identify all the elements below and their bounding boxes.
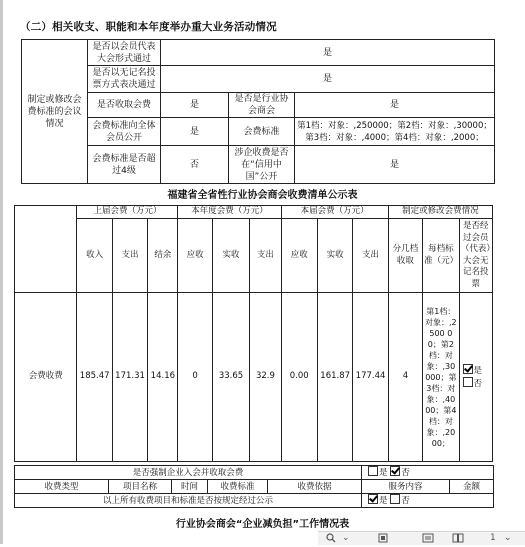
checkbox-unchecked-icon[interactable] [368,466,378,476]
a-over4: 否 [161,146,229,184]
col-received-2: 实收 [317,219,352,293]
next-section-title: 行业协会商会“企业减负担”工作情况表 [175,519,350,530]
checkbox-checked-icon[interactable] [368,494,378,504]
col-fee-standard: 收费标准 [208,480,268,494]
meeting-group-label: 制定或修改会费标准的会议情况 [22,40,88,184]
forced-no-option[interactable] [390,468,410,478]
q-credit: 涉企收费是否在“信用中国”公开 [229,146,295,184]
col-time: 时间 [172,480,208,494]
q-forced: 是否强制企业入会并收取会费 [15,466,362,480]
q-over4: 会费标准是否超过4级 [88,146,161,184]
year-header: 本年度会费（万元） [178,206,281,219]
chevron-down-icon[interactable]: ⌄ [504,533,512,543]
meeting-info-table [21,39,495,184]
col-balance: 结余 [148,219,178,293]
vote-checkboxes [459,293,492,462]
col-income: 收入 [77,219,112,293]
col-receivable: 应收 [178,219,212,293]
compliant-yes-option[interactable] [368,496,388,506]
col-service: 服务内容 [362,480,450,494]
v-year-received: 33.65 [212,293,249,462]
v-year-receivable: 0 [178,293,212,462]
a-anonymous: 是 [161,66,495,93]
checkbox-checked-icon[interactable] [463,364,473,374]
section-title: （二）相关收支、职能和本年度举办重大业务活动情况 [20,21,277,33]
page-indicator: 1 [490,533,496,543]
change-header: 制定或修改会费情况 [388,206,492,219]
prev-header: 上届会费（万元） [77,206,178,219]
a-credit: 是 [295,146,495,184]
curr-header: 本届会费（万元） [281,206,388,219]
v-tier-standard: 第1档：对象：,2500 00；第2档：对象：,30000；第3档：对象：,4000；第4档：对象：,2000； [423,293,459,462]
a-congress: 是 [161,40,495,66]
two-page-icon[interactable] [452,533,464,544]
compliant-options [362,494,494,508]
viewer-toolbar [318,531,525,545]
row-label-fee: 会费收费 [15,293,77,462]
col-amount: 金额 [450,480,494,494]
zoom-menu-icon[interactable]: ⌄ [342,533,350,543]
checkbox-unchecked-icon[interactable] [463,377,473,387]
col-received: 实收 [212,219,249,293]
a-industry: 是 [295,93,495,118]
fee-table-corner [15,206,77,293]
col-expense-3: 支出 [353,219,388,293]
a-public: 是 [161,118,229,146]
fee-table-title: 福建省全省性行业协会商会收费清单公示表 [167,190,358,201]
col-passed-vote: 是否经过会员（代表）大会无记名投票 [459,219,492,293]
fee-items-table [14,465,494,508]
v-curr-receivable: 0.00 [281,293,317,462]
v-prev-balance: 14.16 [148,293,178,462]
checkbox-unchecked-icon[interactable] [390,494,400,504]
forced-options [362,466,494,480]
col-item-name: 项目名称 [109,480,172,494]
q-industry: 是否是行业协会商会 [229,93,295,118]
v-tiers: 4 [388,293,422,462]
col-expense-2: 支出 [250,219,281,293]
q-anonymous: 是否以无记名投票方式表决通过 [88,66,161,93]
fee-list-table [14,205,493,462]
q-standard: 会费标准 [229,118,295,146]
q-compliant: 以上所有收费项目和标准是否按规定经过公示 [15,494,362,508]
vote-no-option[interactable] [463,377,491,391]
col-tier-standard: 每档标准（元） [423,219,459,293]
search-icon[interactable] [326,533,336,544]
compliant-no-option[interactable] [390,496,410,506]
a-standard: 第1档：对象：,250000；第2档：对象：,30000；第3档：对象：,4000；第4档：对象：,2000； [295,118,495,146]
col-expense: 支出 [112,219,147,293]
vote-no-label: 否 [473,379,483,389]
v-curr-expense: 177.44 [353,293,388,462]
q-congress: 是否以会员代表大会形式通过 [88,40,161,66]
page-view-icon[interactable] [422,533,434,544]
forced-no-label: 否 [401,468,410,478]
col-fee-basis: 收费依据 [268,480,362,494]
v-prev-expense: 171.31 [112,293,147,462]
compliant-no-label: 否 [401,496,410,506]
v-year-expense: 32.9 [250,293,281,462]
vote-yes-option[interactable] [463,364,491,378]
q-collect-fee: 是否收取会费 [88,93,161,118]
v-curr-received: 161.87 [317,293,352,462]
q-public: 会费标准向全体会员公开 [88,118,161,146]
col-receivable-2: 应收 [281,219,317,293]
v-prev-income: 185.47 [77,293,112,462]
col-tiers: 分几档收取 [388,219,422,293]
left-border [0,0,3,544]
col-fee-type: 收费类型 [15,480,109,494]
a-collect-fee: 是 [161,93,229,118]
forced-yes-label: 是 [379,468,388,478]
forced-yes-option[interactable] [368,468,388,478]
vote-yes-label: 是 [473,365,483,376]
checkbox-checked-icon[interactable] [390,466,400,476]
fit-page-icon[interactable] [378,533,388,544]
compliant-yes-label: 是 [379,496,388,506]
